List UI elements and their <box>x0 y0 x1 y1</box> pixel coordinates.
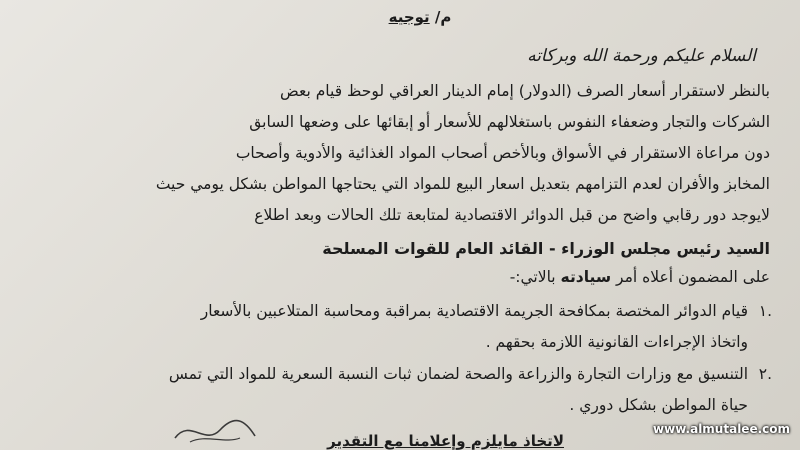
subject-heading <box>360 8 480 26</box>
subject-title: توجيه <box>388 8 430 26</box>
item-2-number: ٢. <box>758 365 772 383</box>
body-line-1: بالنظر لاستقرار أسعار الصرف (الدولار) إمام الدينار العراقي لوحظ قيام بعض <box>280 82 770 100</box>
body-line-3: دون مراعاة الاستقرار في الأسواق وبالأخص أصحاب المواد الغذائية والأدوية وأصحاب <box>235 144 770 162</box>
subject-prefix: م/ <box>434 8 452 26</box>
body-line-5: لايوجد دور رقابي واضح من قبل الدوائر الاقتصادية لمتابعة تلك الحالات وبعد اطلاع <box>254 206 770 224</box>
item-1-number: ١. <box>758 302 772 320</box>
item-2-line-2: حياة المواطن بشكل دوري . <box>569 396 748 414</box>
order-line <box>510 266 770 288</box>
item-1-line-1: قيام الدوائر المختصة بمكافحة الجريمة الاقتصادية بمراقبة ومحاسبة المتلاعبين بالأسعار <box>200 302 748 320</box>
greeting: السلام عليكم ورحمة الله وبركاته <box>527 46 756 66</box>
closing-line-partial: لاتخاذ مايلزم وإعلامنا مع التقدير <box>327 432 564 450</box>
order-line-after: بالاتي:- <box>509 268 561 286</box>
authority-line: السيد رئيس مجلس الوزراء - القائد العام للقوات المسلحة <box>322 239 770 258</box>
order-line-before: على المضمون أعلاه أمر <box>611 268 770 286</box>
body-line-4: المخابز والأفران لعدم التزامهم بتعديل اسعار البيع للمواد التي يحتاجها المواطن بشكل يومي حيث <box>155 175 770 193</box>
body-line-2: الشركات والتجار وضعفاء النفوس باستغلالهم للأسعار أو إبقائها على وضعها السابق <box>249 113 770 131</box>
item-1-line-2: واتخاذ الإجراءات القانونية اللازمة بحقهم . <box>485 333 748 351</box>
site-watermark: www.almutalee.com <box>653 422 790 436</box>
item-2-line-1: التنسيق مع وزارات التجارة والزراعة والصحة لضمان ثبات النسبة السعرية للمواد التي تمس <box>168 365 748 383</box>
order-line-bold: سيادته <box>560 268 612 286</box>
signature-scribble-icon <box>170 408 260 448</box>
